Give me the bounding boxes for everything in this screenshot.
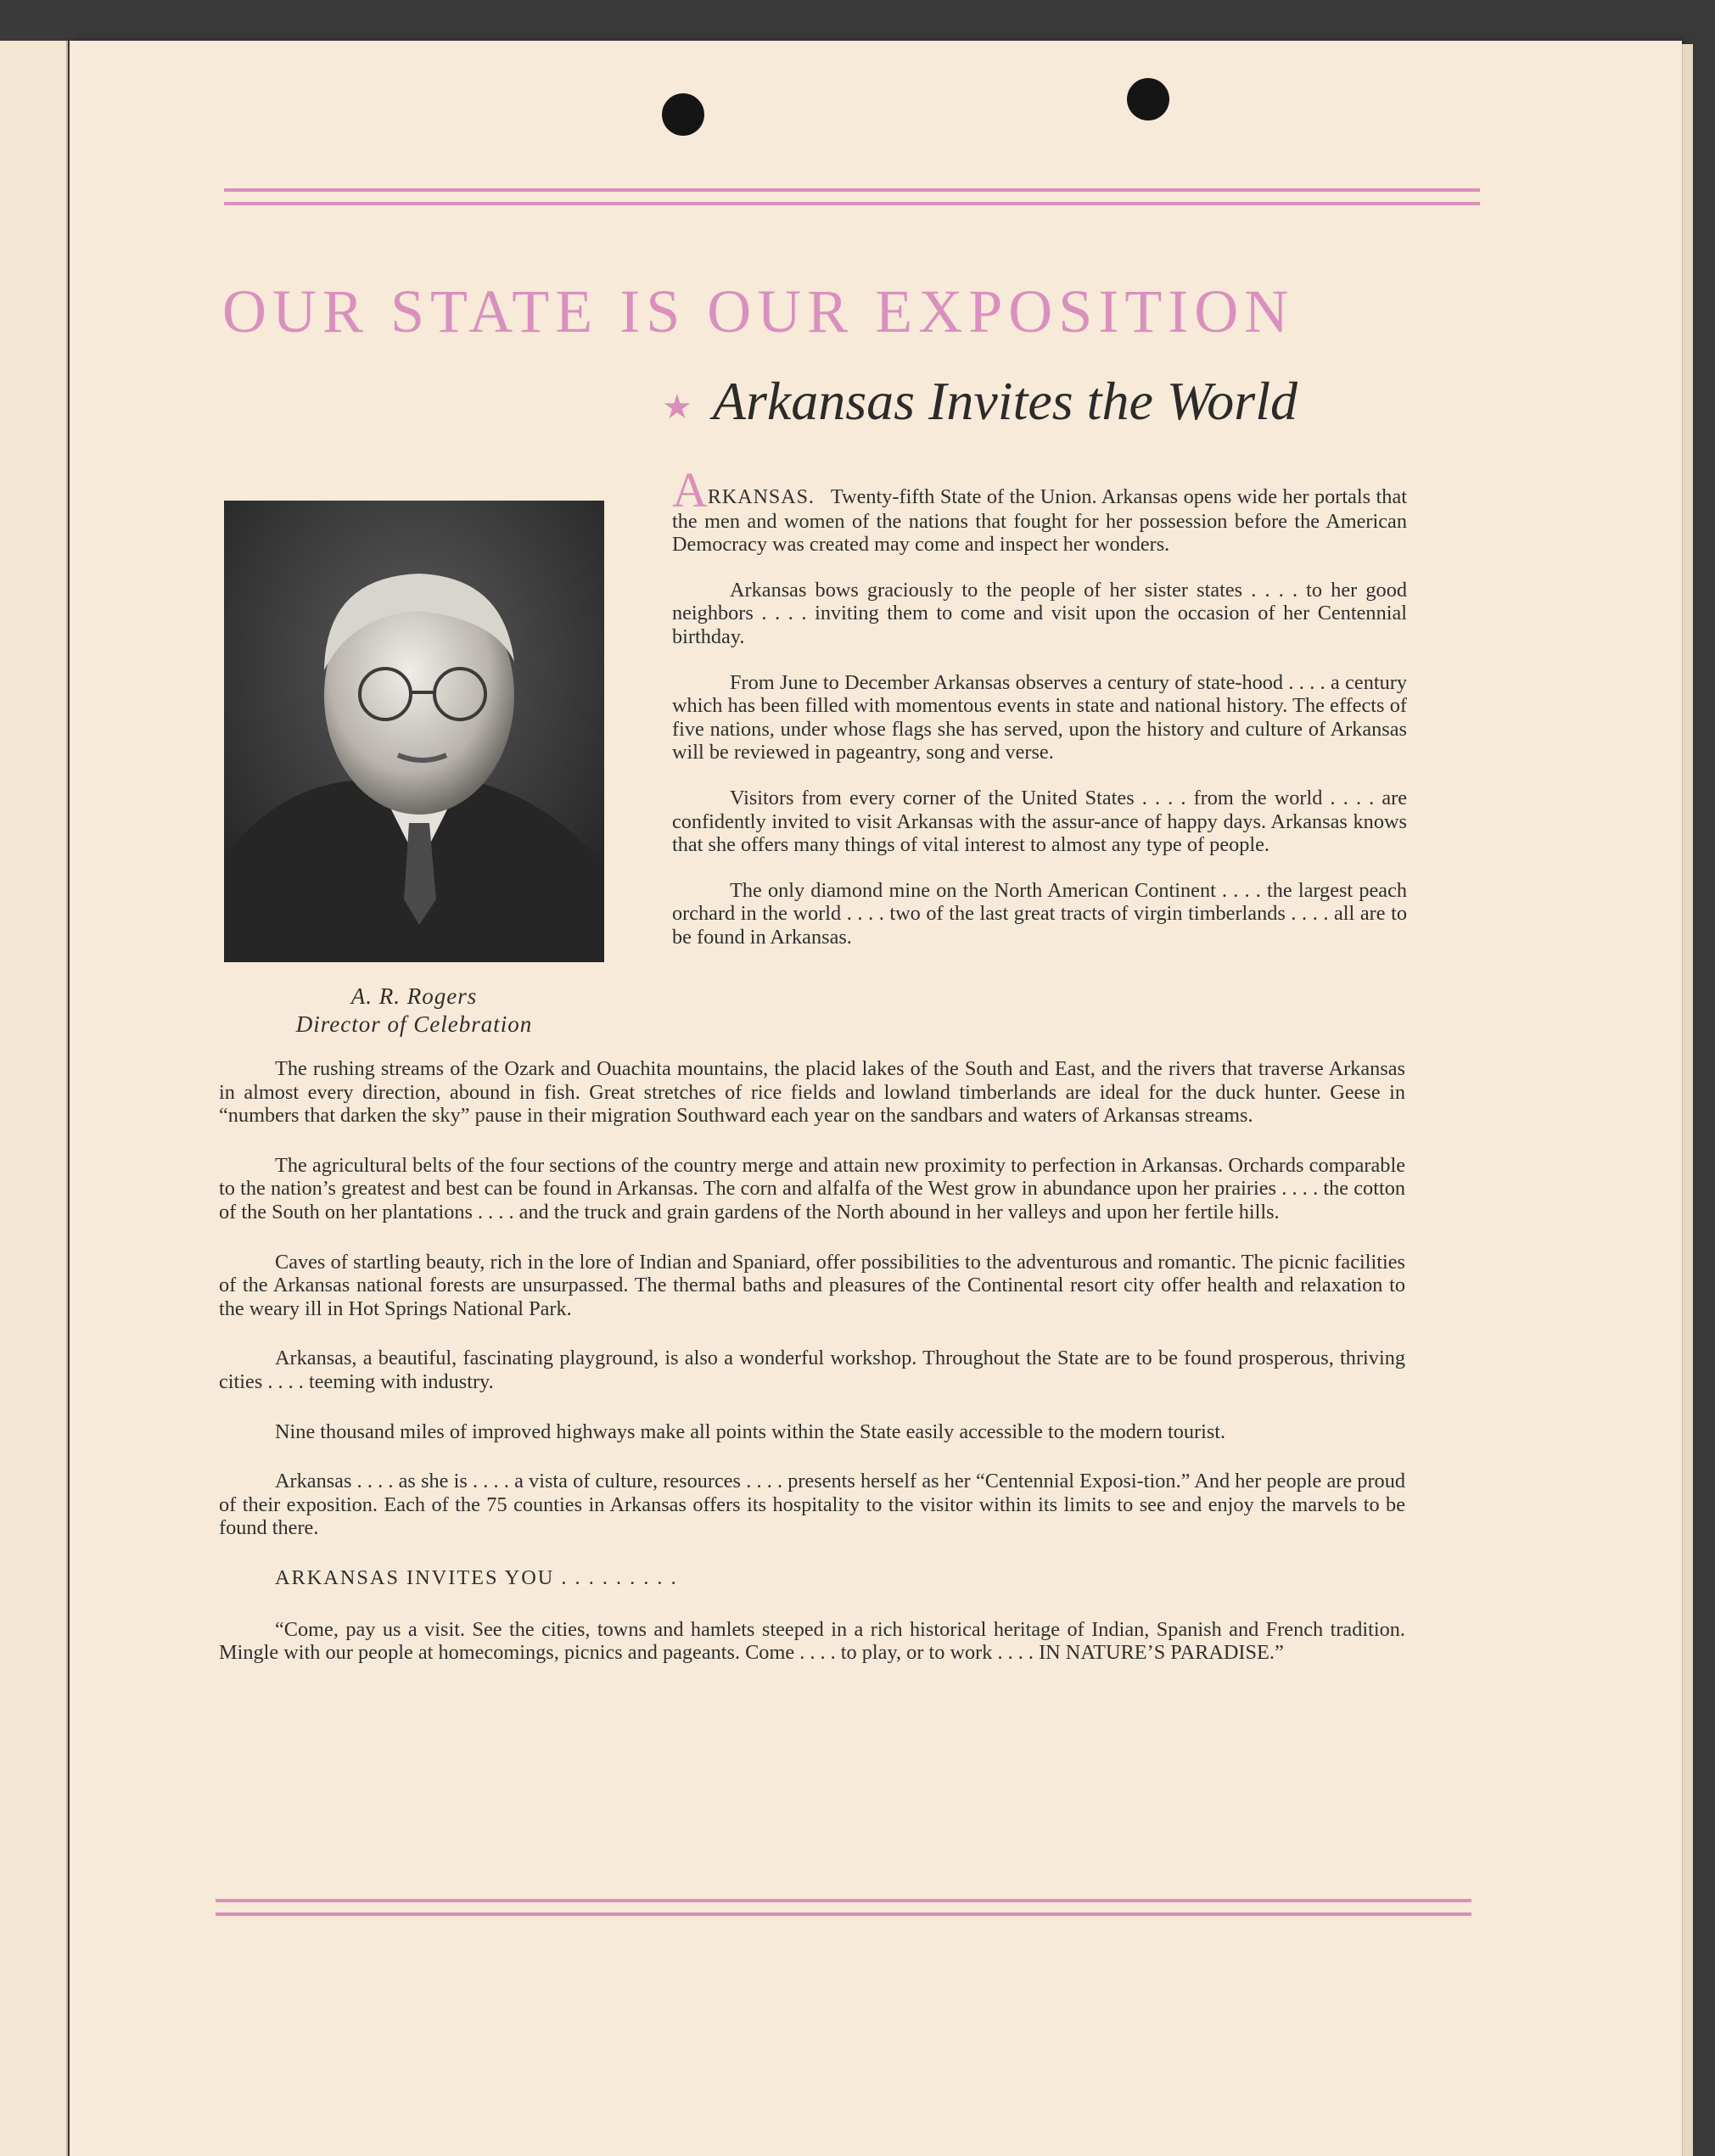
- body-paragraph: The rushing streams of the Ozark and Ouachita mountains, the placid lakes of the South and East, and the rivers that traverse Arkansas in almost every direction, abound in fish. Great stretches of rice fields and lowland timberlands are ideal for the duck hunter. Geese in “numbers that darken the sky” pause in their migration Southward each year on the sandbars and waters of Arkansas streams.: [219, 1057, 1405, 1128]
- binder-hole-left: [662, 93, 704, 136]
- brochure-page: [70, 41, 1682, 2156]
- body-paragraph: Caves of startling beauty, rich in the lore of Indian and Spaniard, offer possibilities to the adventurous and romantic. The picnic facilities of the Arkansas national forests are unsurpassed. The thermal baths and pleasures of the Continental resort city offer health and relaxation to the weary ill in Hot Springs National Park.: [219, 1250, 1405, 1320]
- intro-paragraph: Arkansas bows graciously to the people of her sister states . . . . to her good neighbors . . . . inviting them to come and visit upon the occasion of her Centennial birthday.: [672, 578, 1407, 648]
- body-paragraph: Arkansas . . . . as she is . . . . a vista of culture, resources . . . . presents herself as her “Centennial Exposi-tion.” And her people are proud of their exposition. Each of the 75 counties in Arkansas offers its hospitality to the visitor within its limits to see and enjoy the marvels to be found there.: [219, 1470, 1405, 1540]
- previous-page-edge: [0, 41, 68, 2156]
- caption-role: Director of Celebration: [295, 1011, 533, 1037]
- subtitle-text: Arkansas Invites the World: [712, 371, 1297, 431]
- body-text: [219, 1057, 1405, 1691]
- invite-heading: ARKANSAS INVITES YOU . . . . . . . . .: [275, 1565, 678, 1589]
- page-edge-shadow: [1682, 44, 1693, 2156]
- closing-quote: “Come, pay us a visit. See the cities, towns and hamlets steeped in a rich historical heritage of Indian, Spanish and French tradition. Mingle with our people at homecomings, picnics and pageants. Come . . . . to play, or to work . . . . IN NATURE’S PARADISE.”: [219, 1617, 1405, 1665]
- body-paragraph: Arkansas, a beautiful, fascinating playground, is also a wonderful workshop. Throughout the State are to be found prosperous, thriving cities . . . . teeming with industry.: [219, 1347, 1405, 1393]
- star-icon: ★: [662, 387, 692, 426]
- top-double-rule: [224, 188, 1480, 207]
- intro-paragraph: The only diamond mine on the North American Continent . . . . the largest peach orchard in the world . . . . two of the last great tracts of virgin timberlands . . . . all are to be found in Arkansas.: [672, 878, 1407, 949]
- intro-paragraph: From June to December Arkansas observes a century of state-hood . . . . a century which has been filled with momentous events in state and national history. The effects of five nations, under whose flags she has served, upon the history and culture of Arkansas will be reviewed in pageantry, song and verse.: [672, 670, 1407, 764]
- drop-cap: A: [672, 462, 708, 518]
- body-paragraph: The agricultural belts of the four sections of the country merge and attain new proximity to perfection in Arkansas. Orchards comparable to the nation’s greatest and best can be found in Arkansas. The corn and alfalfa of the West grow in abundance upon her prairies . . . . the cotton of the South on her plantations . . . . and the truck and grain gardens of the North abound in her valleys and upon her fertile hills.: [219, 1153, 1405, 1224]
- caption-name: A. R. Rogers: [350, 983, 478, 1009]
- lead-caps: RKANSAS.: [707, 486, 815, 508]
- page-subtitle: [662, 370, 1426, 433]
- intro-paragraph: ARKANSAS. Twenty-fifth State of the Union. Arkansas opens wide her portals that the men and women of the nations that fought for her possession before the American Democracy was created may come and inspect her wonders.: [672, 462, 1407, 557]
- binder-hole-right: [1127, 78, 1169, 120]
- page-title: OUR STATE IS OUR EXPOSITION: [222, 277, 1295, 345]
- body-paragraph: Nine thousand miles of improved highways make all points within the State easily accessible to the modern tourist.: [275, 1420, 1226, 1443]
- intro-paragraph: Visitors from every corner of the United States . . . . from the world . . . . are confidently invited to visit Arkansas with the assur-ance of happy days. Arkansas knows that she offers many things of vital interest to almost any type of people.: [672, 786, 1407, 857]
- bottom-double-rule: [216, 1899, 1471, 1918]
- portrait-caption: [224, 983, 604, 1039]
- portrait-photo: [224, 501, 604, 962]
- intro-column: [672, 462, 1407, 972]
